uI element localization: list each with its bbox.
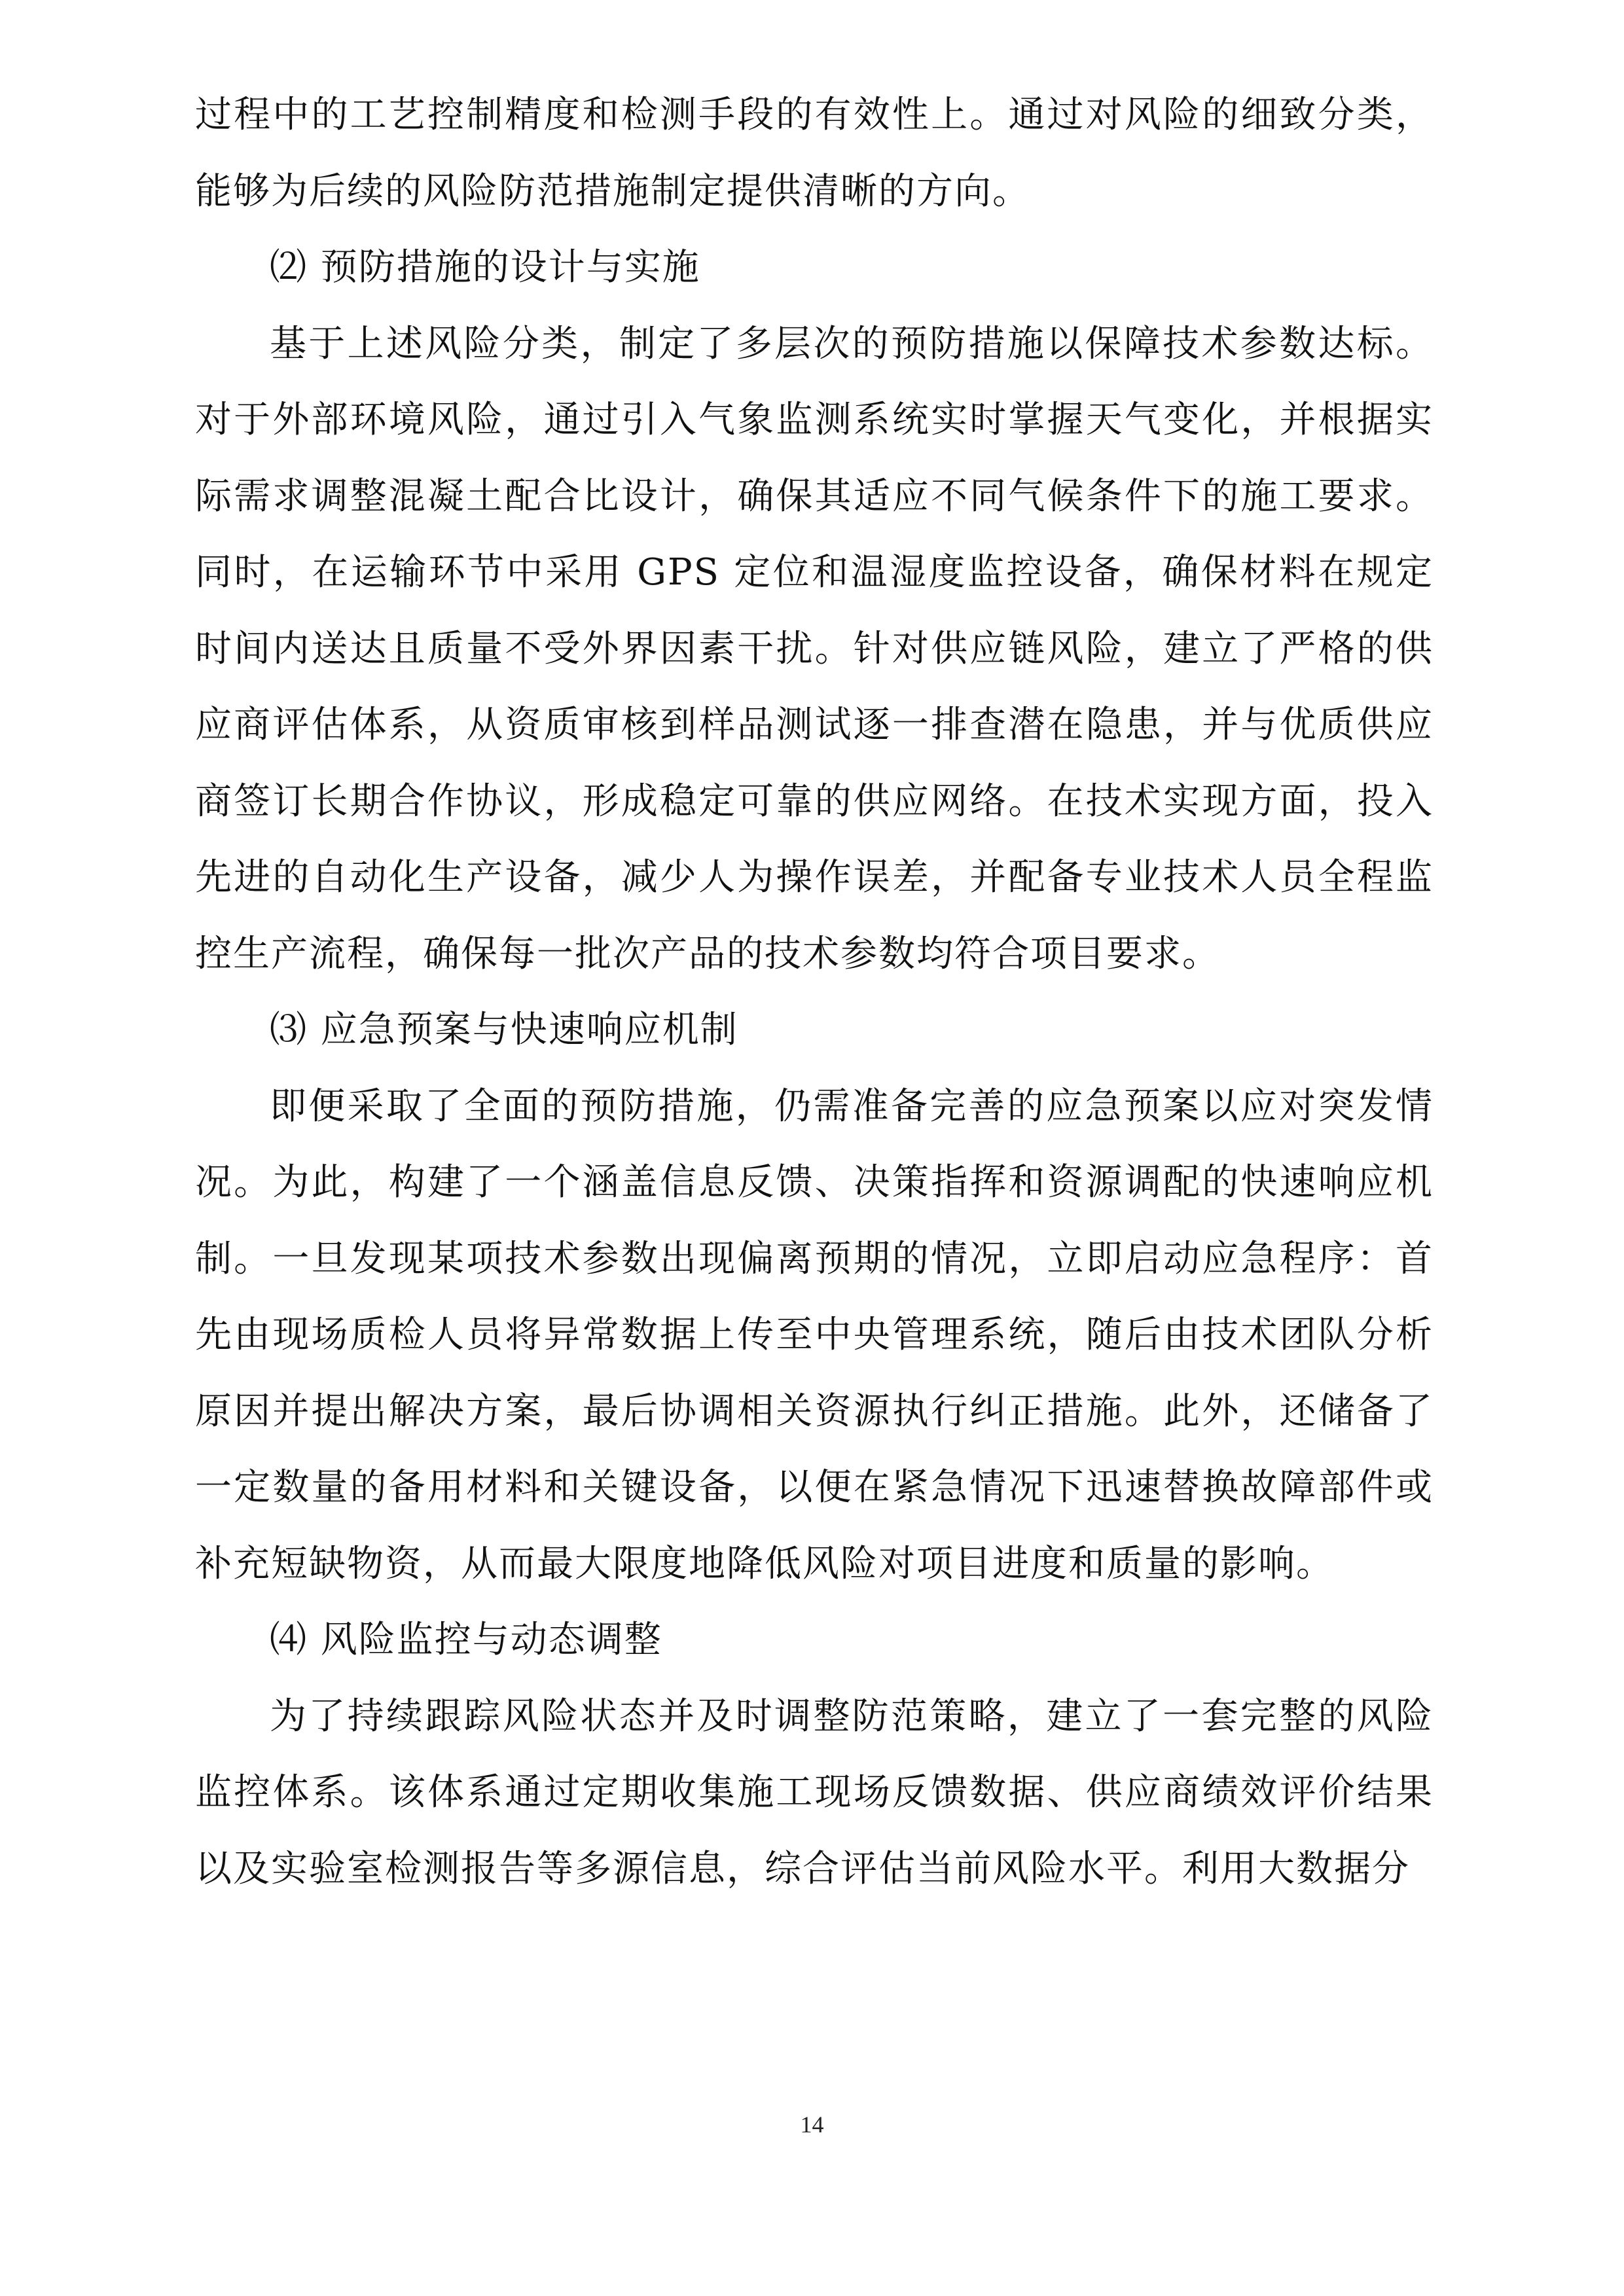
- page-body: [195, 77, 1434, 1907]
- page-number: 14: [800, 2111, 824, 2138]
- paragraph-monitoring: 为了持续跟踪风险状态并及时调整防范策略，建立了一套完整的风险监控体系。该体系通过定期收集施工现场反馈数据、供应商绩效评价结果以及实验室检测报告等多源信息，综合评估当前风险水平。利用大数据分: [195, 1695, 1434, 1890]
- section-heading-3: ⑶ 应急预案与快速响应机制: [270, 1009, 738, 1051]
- section-heading-2: ⑵ 预防措施的设计与实施: [270, 246, 700, 289]
- paragraph-prevention: 基于上述风险分类，制定了多层次的预防措施以保障技术参数达标。对于外部环境风险，通过引入气象监测系统实时掌握天气变化，并根据实际需求调整混凝土配合比设计，确保其适应不同气候条件下的施工要求。同时，在运输环节中采用 GPS 定位和温湿度监控设备，确保材料在规定时间内送达且质量不受外界因素干扰。针对供应链风险，建立了严格的供应商评估体系，从资质审核到样品测试逐一排查潜在隐患，并与优质供应商签订长期合作协议，形成稳定可靠的供应网络。在技术实现方面，投入先进的自动化生产设备，减少人为操作误差，并配备专业技术人员全程监控生产流程，确保每一批次产品的技术参数均符合项目要求。: [195, 322, 1434, 975]
- paragraph-continuation: 过程中的工艺控制精度和检测手段的有效性上。通过对风险的细致分类，能够为后续的风险防范措施制定提供清晰的方向。: [195, 94, 1434, 213]
- paragraph-emergency: 即便采取了全面的预防措施，仍需准备完善的应急预案以应对突发情况。为此，构建了一个涵盖信息反馈、决策指挥和资源调配的快速响应机制。一旦发现某项技术参数出现偏离预期的情况，立即启动应急程序：首先由现场质检人员将异常数据上传至中央管理系统，随后由技术团队分析原因并提出解决方案，最后协调相关资源执行纠正措施。此外，还储备了一定数量的备用材料和关键设备，以便在紧急情况下迅速替换故障部件或补充短缺物资，从而最大限度地降低风险对项目进度和质量的影响。: [195, 1085, 1434, 1585]
- section-heading-4: ⑷ 风险监控与动态调整: [270, 1619, 662, 1661]
